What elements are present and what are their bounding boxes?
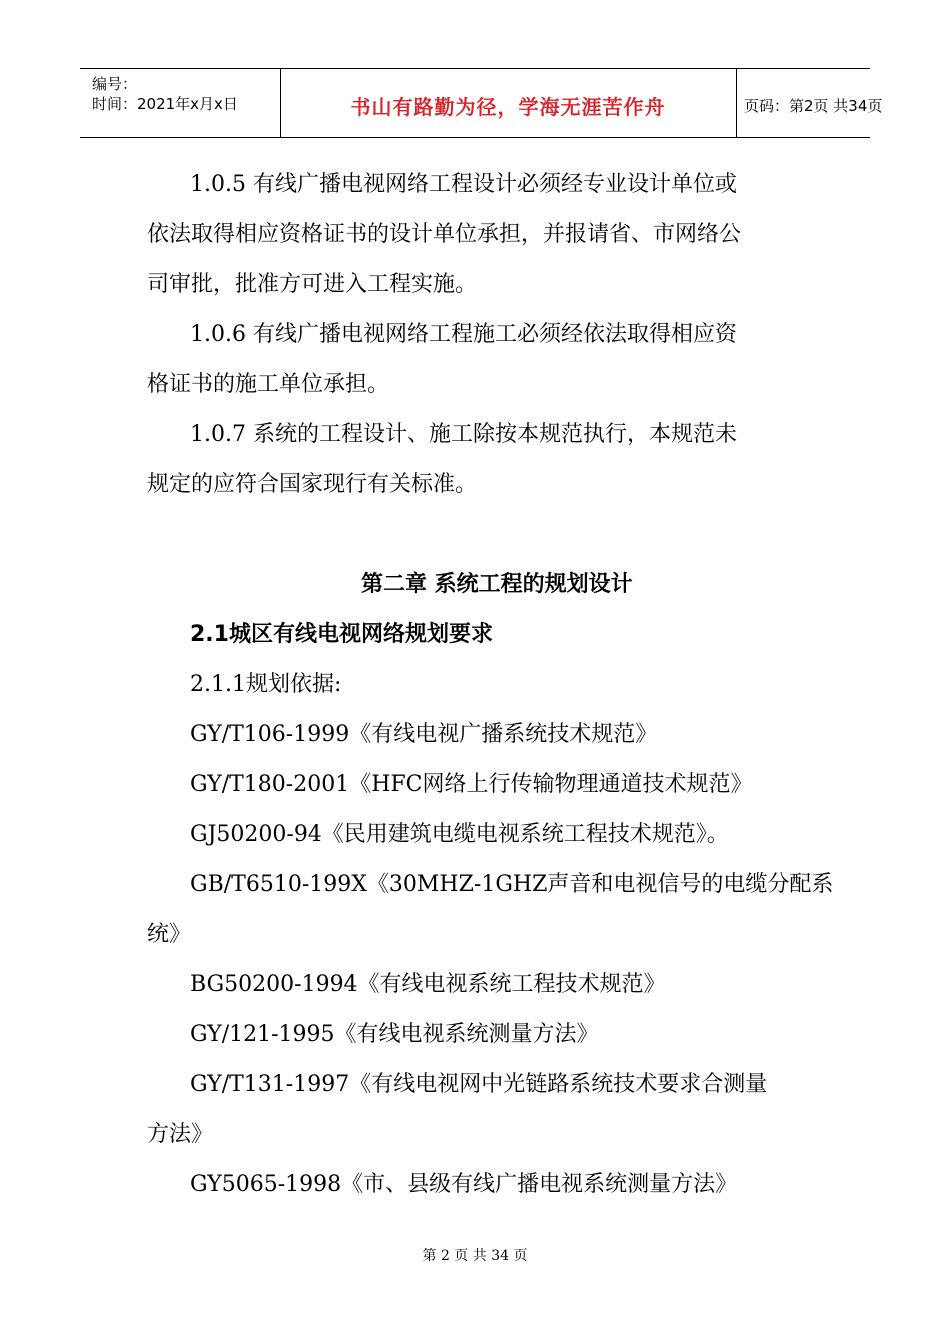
- section-title: 2.1城区有线电视网络规划要求: [190, 622, 493, 647]
- doc-time-label: 时间：2021年x月x日: [92, 95, 238, 113]
- header-motto-cell: [280, 69, 737, 137]
- reference-item-continuation: 方法》: [147, 1122, 214, 1147]
- document-body: [147, 160, 834, 1210]
- reference-item: GY/121-1995《有线电视系统测量方法》: [190, 1022, 599, 1047]
- reference-item: GY/T131-1997《有线电视网中光链路系统技术要求合测量: [190, 1072, 768, 1097]
- paragraph-line: 格证书的施工单位承担。: [147, 372, 390, 397]
- paragraph-line: 1.0.7 系统的工程设计、施工除按本规范执行，本规范未: [190, 422, 737, 447]
- paragraph-line: 1.0.6 有线广播电视网络工程施工必须经依法取得相应资: [190, 322, 737, 347]
- paragraph-line: 规定的应符合国家现行有关标准。: [147, 472, 478, 497]
- spacer: [147, 510, 807, 560]
- reference-item: GY5065-1998《市、县级有线广播电视系统测量方法》: [190, 1172, 738, 1197]
- paragraph-line: 1.0.5 有线广播电视网络工程设计必须经专业设计单位或: [190, 172, 737, 197]
- header-motto: 书山有路勤为径，学海无涯苦作舟: [350, 95, 666, 119]
- subsection-title: 2.1.1规划依据:: [190, 672, 342, 697]
- header-meta-cell: [80, 69, 281, 137]
- paragraph-line: 司审批，批准方可进入工程实施。: [147, 272, 478, 297]
- paragraph-line: 依法取得相应资格证书的设计单位承担，并报请省、市网络公: [147, 222, 742, 247]
- reference-item: GB/T6510-199X《30MHZ-1GHZ声音和电视信号的电缆分配系: [190, 872, 834, 897]
- doc-number-label: 编号：: [92, 75, 138, 93]
- reference-item-continuation: 统》: [147, 922, 192, 947]
- reference-item: GY/T106-1999《有线电视广播系统技术规范》: [190, 722, 658, 747]
- page-footer: 第 2 页 共 34 页: [422, 1248, 528, 1264]
- reference-item: GJ50200-94《民用建筑电缆电视系统工程技术规范》。: [190, 822, 729, 847]
- chapter-title: 第二章 系统工程的规划设计: [361, 572, 633, 597]
- header-page-cell: [736, 69, 883, 137]
- page-header: [80, 68, 883, 138]
- reference-item: BG50200-1994《有线电视系统工程技术规范》: [190, 972, 666, 997]
- header-page-info: 页码：第2页 共34页: [744, 97, 883, 115]
- reference-item: GY/T180-2001《HFC网络上行传输物理通道技术规范》: [190, 772, 753, 797]
